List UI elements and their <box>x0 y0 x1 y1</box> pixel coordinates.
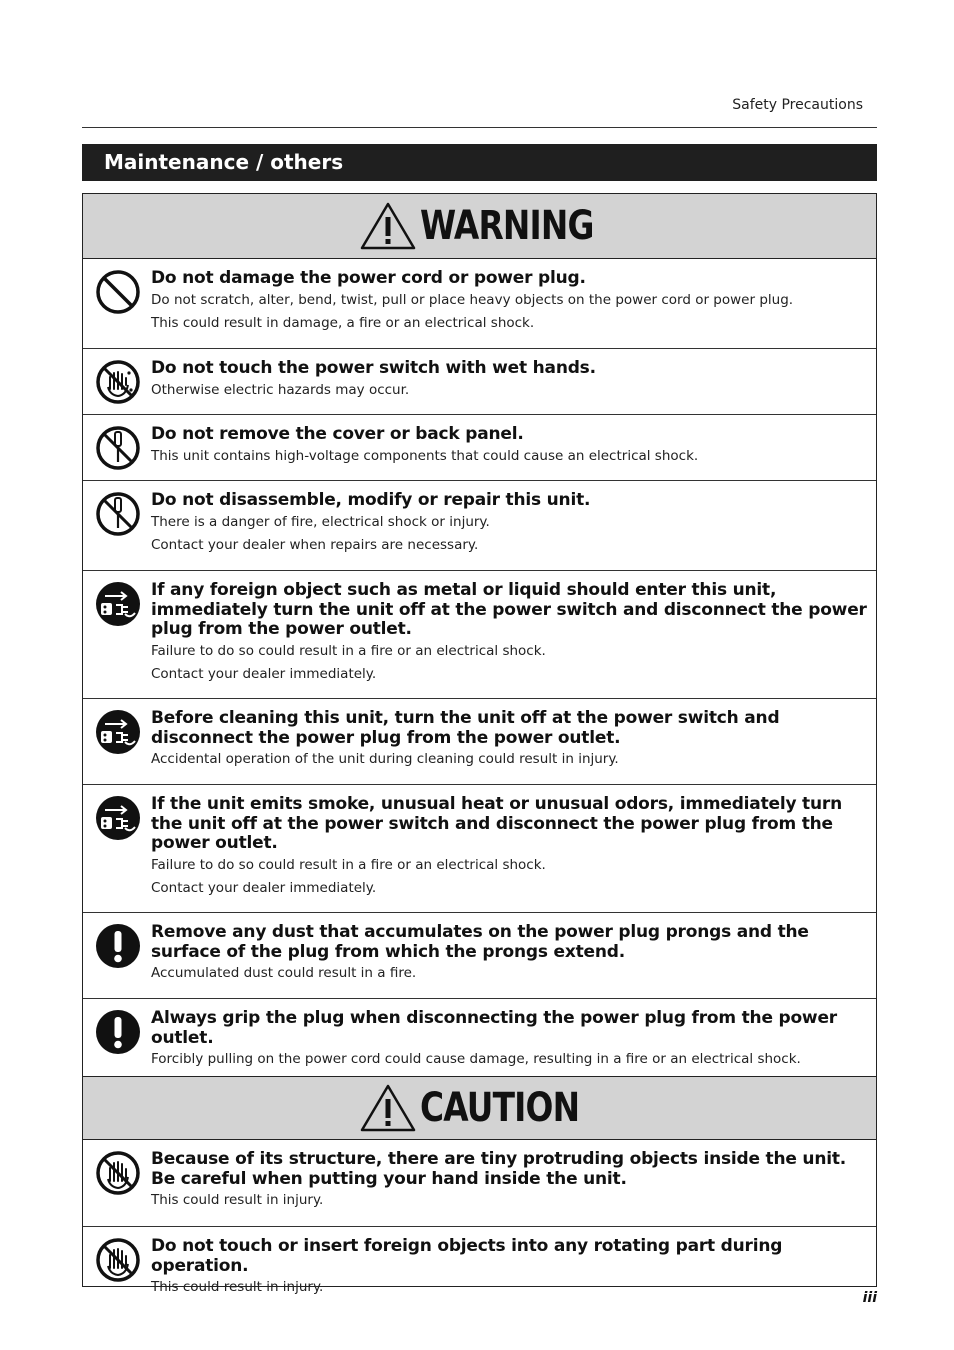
no-disassembly-icon <box>95 425 141 471</box>
mandatory-action-icon <box>95 1009 141 1055</box>
mandatory-action-icon <box>95 923 141 969</box>
warning-items <box>83 259 876 1076</box>
warning-item-body: This could result in damage, a fire or an electrical shock. <box>151 314 535 331</box>
warning-item-body: This unit contains high-voltage components that could cause an electrical shock. <box>151 447 699 464</box>
warning-item <box>83 259 876 348</box>
warning-item-body: Contact your dealer when repairs are necessary. <box>151 536 479 553</box>
warning-item-body: Accumulated dust could result in a fire. <box>151 965 417 981</box>
no-touch-icon <box>95 1150 141 1196</box>
warning-item-title: Do not remove the cover or back panel. <box>151 424 524 444</box>
warning-item <box>83 414 876 480</box>
no-touch-icon <box>95 1237 141 1283</box>
section-title: Maintenance / others <box>82 144 877 181</box>
warning-item-body: Otherwise electric hazards may occur. <box>151 381 410 398</box>
caution-item <box>83 1226 876 1295</box>
caution-item-title: Because of its structure, there are tiny protruding objects inside the unit. Be careful when putting your hand inside the unit. <box>151 1149 847 1189</box>
warning-item <box>83 912 876 998</box>
no-wet-hands-icon <box>95 359 141 405</box>
warning-item-title: Remove any dust that accumulates on the power plug prongs and the surface of the plug from which the prongs extend. <box>151 922 809 962</box>
warning-item-title: Always grip the plug when disconnecting the power plug from the power outlet. <box>151 1008 837 1048</box>
warning-item <box>83 698 876 784</box>
caution-banner <box>83 1076 876 1140</box>
warning-item-title: Do not disassemble, modify or repair this unit. <box>151 490 591 510</box>
warning-item-title: Do not touch the power switch with wet hands. <box>151 358 596 378</box>
warning-banner <box>83 194 876 259</box>
caution-item-body: This could result in injury. <box>151 1192 324 1208</box>
caution-item <box>83 1140 876 1226</box>
warning-item-body: Do not scratch, alter, bend, twist, pull or place heavy objects on the power cord or power plug. <box>151 291 794 308</box>
warning-item-title: Do not damage the power cord or power plug. <box>151 268 586 288</box>
page-number: iii <box>862 1290 877 1306</box>
caution-items <box>83 1140 876 1295</box>
warning-item-title: If the unit emits smoke, unusual heat or unusual odors, immediately turn the unit off at the power switch and disconnect the power plug from the power outlet. <box>151 794 842 853</box>
running-header: Safety Precautions <box>732 97 863 113</box>
warning-item <box>83 480 876 570</box>
warning-item-body: Forcibly pulling on the power cord could cause damage, resulting in a fire or an electrical shock. <box>151 1051 801 1067</box>
caution-item-body: This could result in injury. <box>151 1279 324 1295</box>
unplug-icon <box>95 581 141 627</box>
warning-item-body: Failure to do so could result in a fire or an electrical shock. <box>151 642 546 659</box>
warning-triangle-icon <box>360 201 416 251</box>
warning-item <box>83 348 876 414</box>
warning-item <box>83 784 876 912</box>
warning-item <box>83 570 876 698</box>
warning-item-title: If any foreign object such as metal or liquid should enter this unit, immediately turn the unit off at the power switch and disconnect the power plug from the power outlet. <box>151 580 867 639</box>
warning-item-body: Failure to do so could result in a fire or an electrical shock. <box>151 856 546 873</box>
caution-triangle-icon <box>360 1083 416 1133</box>
unplug-icon <box>95 709 141 755</box>
warning-item-body: Contact your dealer immediately. <box>151 665 377 682</box>
unplug-icon <box>95 795 141 841</box>
warning-label: WARNING <box>419 203 594 249</box>
warning-item <box>83 998 876 1076</box>
no-disassembly-icon <box>95 491 141 537</box>
header-rule <box>82 127 877 128</box>
warning-item-body: Accidental operation of the unit during cleaning could result in injury. <box>151 751 619 767</box>
warning-item-body: There is a danger of fire, electrical shock or injury. <box>151 513 490 530</box>
prohibition-icon <box>95 269 141 315</box>
caution-label: CAUTION <box>419 1085 579 1131</box>
safety-box <box>82 193 877 1295</box>
warning-item-title: Before cleaning this unit, turn the unit off at the power switch and disconnect the power plug from the power outlet. <box>151 708 780 748</box>
caution-item-title: Do not touch or insert foreign objects into any rotating part during operation. <box>151 1236 783 1276</box>
warning-item-body: Contact your dealer immediately. <box>151 879 377 896</box>
